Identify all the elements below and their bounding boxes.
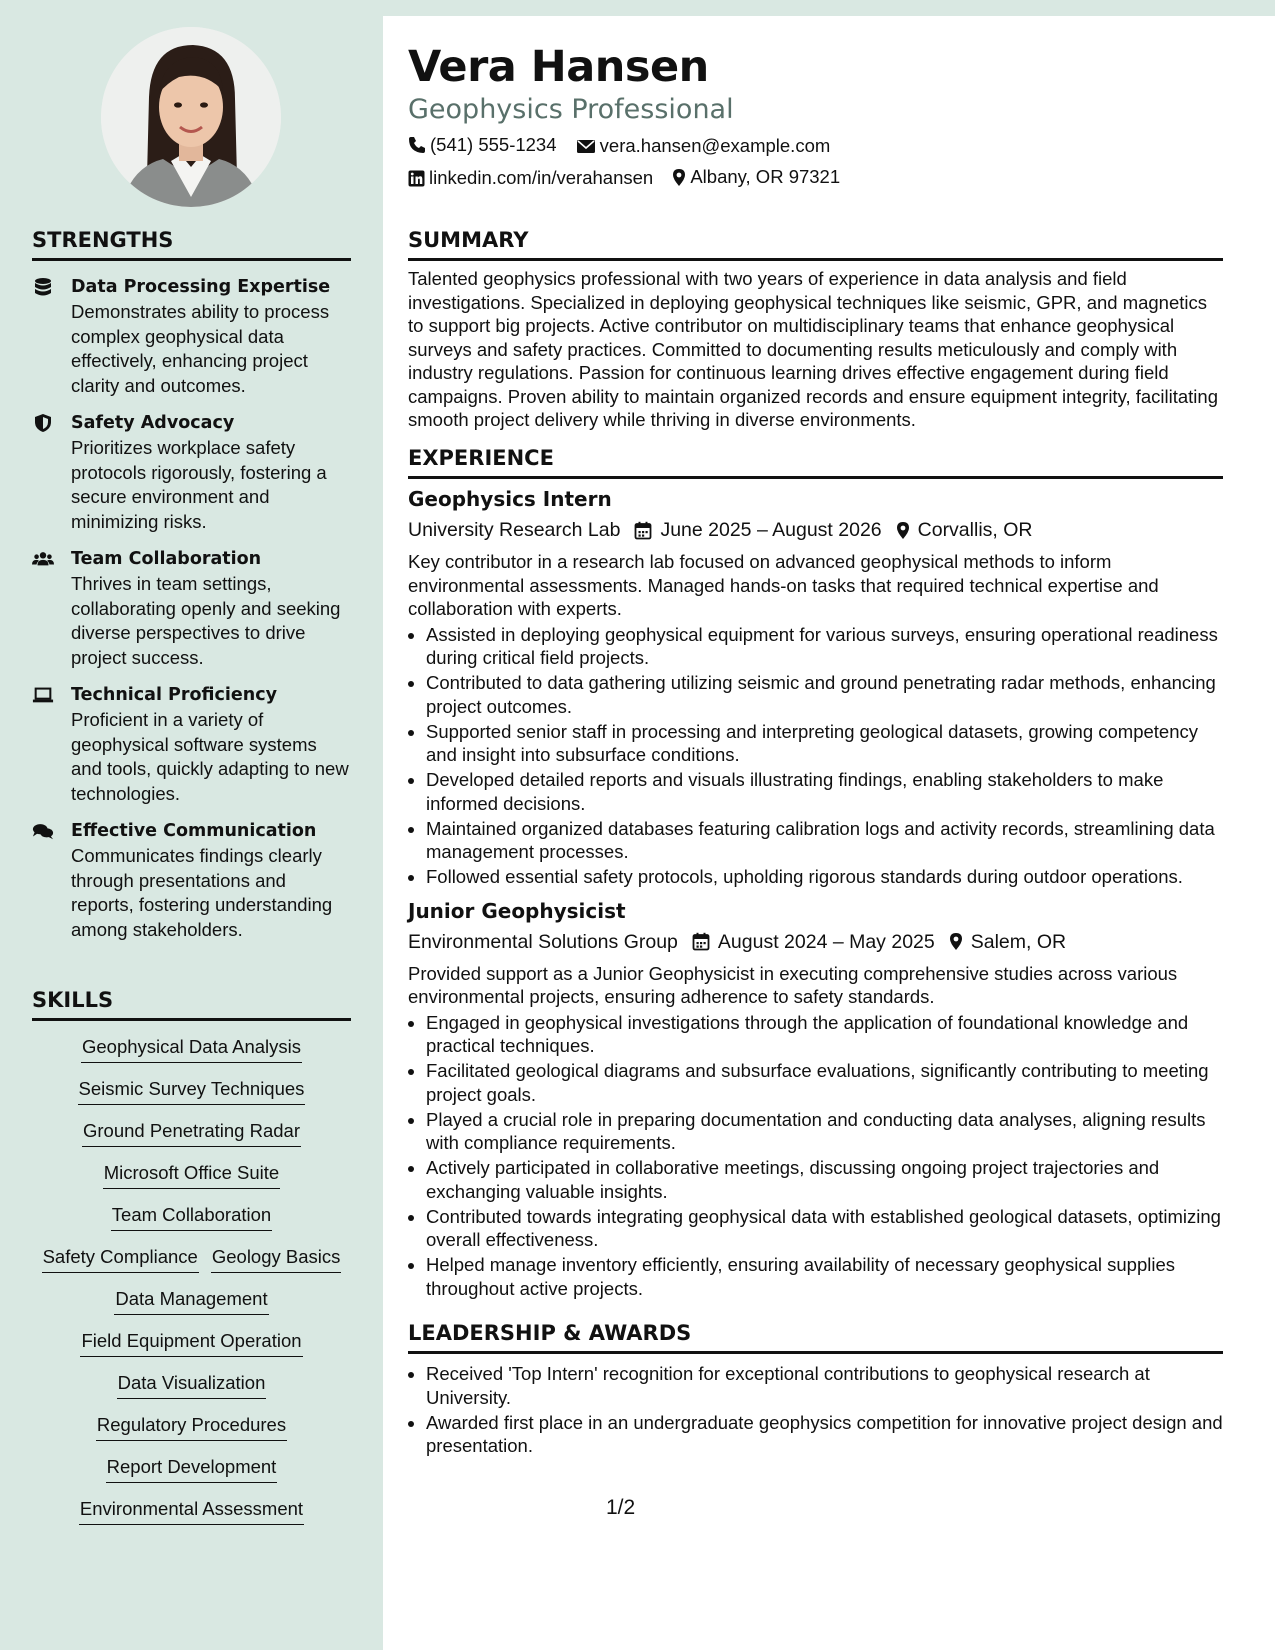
job-title: Junior Geophysicist — [408, 898, 626, 923]
linkedin-text[interactable]: linkedin.com/in/verahansen — [429, 167, 654, 188]
skill-tag: Geophysical Data Analysis — [81, 1035, 302, 1063]
calendar-icon — [692, 932, 710, 951]
skills-list — [32, 1035, 351, 1539]
experience-heading: EXPERIENCE — [408, 446, 1223, 479]
contact-location — [672, 166, 840, 188]
skill-tag: Microsoft Office Suite — [103, 1161, 280, 1189]
list-item: • Assisted in deploying geophysical equipment for various surveys, ensuring operational readiness during critical field projects. — [426, 623, 1223, 670]
contact-row — [408, 166, 854, 192]
strength-description: Demonstrates ability to process complex geophysical data effectively, enhancing project clarity and outcomes. — [71, 301, 330, 396]
envelope-icon — [576, 138, 596, 154]
list-item: • Received 'Top Intern' recognition for exceptional contributions to geophysical research at University. — [426, 1362, 1223, 1409]
phone-icon — [408, 136, 426, 154]
list-item: • Facilitated geological diagrams and subsurface evaluations, significantly contributing to meeting project goals. — [426, 1059, 1223, 1106]
summary-section — [408, 228, 1223, 432]
skill-tag: Team Collaboration — [111, 1203, 272, 1231]
skill-tag: Regulatory Procedures — [96, 1413, 287, 1441]
job-bullets — [408, 1011, 1223, 1301]
strengths-list — [32, 275, 351, 942]
job-dates: June 2025 – August 2026 — [660, 519, 882, 541]
skill-tag: Ground Penetrating Radar — [82, 1119, 301, 1147]
list-item: • Awarded first place in an undergraduate geophysics competition for innovative project design and presentation. — [426, 1411, 1223, 1458]
skills-section — [32, 988, 351, 1539]
skill-tag: Field Equipment Operation — [80, 1329, 302, 1357]
list-item: • Developed detailed reports and visuals illustrating findings, enabling stakeholders to make informed decisions. — [426, 768, 1223, 815]
map-pin-icon — [896, 521, 910, 540]
contact-row — [408, 134, 844, 159]
strength-title: Effective Communication — [71, 821, 317, 841]
contact-linkedin[interactable] — [408, 167, 653, 189]
list-item: • Followed essential safety protocols, upholding rigorous standards during outdoor operations. — [426, 865, 1223, 889]
strength-item — [32, 819, 351, 942]
strength-item — [32, 411, 351, 534]
list-item: • Supported senior staff in processing and interpreting geological datasets, growing competency and insight into subsurface conditions. — [426, 720, 1223, 767]
portrait-icon — [101, 27, 281, 207]
strength-title: Safety Advocacy — [71, 413, 235, 433]
skill-tag: Geology Basics — [211, 1245, 342, 1273]
phone-text: (541) 555-1234 — [430, 134, 557, 155]
sidebar — [0, 0, 383, 1650]
job-entry — [408, 897, 1223, 1301]
candidate-role: Geophysics Professional — [408, 94, 734, 125]
shield-icon — [32, 413, 54, 433]
job-company: Environmental Solutions Group — [408, 930, 678, 953]
strength-description: Prioritizes workplace safety protocols rigorously, fostering a secure environment and minimizing risks. — [71, 437, 327, 532]
strength-item — [32, 275, 351, 398]
list-item: • Helped manage inventory efficiently, ensuring availability of necessary geophysical supplies throughout active projects. — [426, 1253, 1223, 1300]
main-content — [383, 16, 1275, 1650]
job-title: Geophysics Intern — [408, 487, 612, 511]
strength-item — [32, 683, 351, 806]
job-meta — [408, 928, 1223, 956]
candidate-name: Vera Hansen — [408, 42, 709, 92]
job-meta — [408, 516, 1223, 544]
skill-tag: Environmental Assessment — [79, 1497, 304, 1525]
list-item: • Actively participated in collaborative meetings, discussing ongoing project trajectories and exchanging valuable insights. — [426, 1156, 1223, 1203]
strength-title: Technical Proficiency — [71, 685, 277, 705]
job-entry — [408, 485, 1223, 889]
strength-description: Proficient in a variety of geophysical software systems and tools, quickly adapting to new technologies. — [71, 709, 349, 804]
database-icon — [32, 277, 54, 297]
skill-tag: Data Visualization — [117, 1371, 267, 1399]
summary-text: Talented geophysics professional with two years of experience in data analysis and field investigations. Specialized in deploying geophysical techniques like seismic, GPR, and magnetics to support big projects. Active contributor on multidisciplinary teams that enhance geophysical surveys and safety practices. Committed to documenting results meticulously and comply with industry regulations. Passion for continuous learning drives effective engagement during field campaigns. Proven ability to maintain organized records and ensure equipment integrity, facilitating smooth project delivery while thriving in diverse environments. — [408, 268, 1218, 430]
linkedin-icon — [408, 170, 425, 187]
list-item: • Played a crucial role in preparing documentation and conducting data analyses, aligning results with compliance requirements. — [426, 1108, 1223, 1155]
skill-tag: Seismic Survey Techniques — [78, 1077, 306, 1105]
job-description: Provided support as a Junior Geophysicist in executing comprehensive studies across various environmental projects, ensuring adherence to safety standards. — [408, 962, 1178, 1007]
leadership-section — [408, 1321, 1223, 1459]
leadership-heading: LEADERSHIP & AWARDS — [408, 1321, 1223, 1354]
comments-icon — [32, 821, 54, 841]
job-location: Salem, OR — [970, 930, 1067, 953]
list-item: • Engaged in geophysical investigations through the application of foundational knowledge and practical techniques. — [426, 1011, 1223, 1058]
laptop-icon — [32, 685, 54, 705]
location-text: Albany, OR 97321 — [690, 166, 841, 187]
leadership-bullets — [408, 1362, 1223, 1458]
strengths-section — [32, 228, 351, 955]
strength-description: Thrives in team settings, collaborating openly and seeking diverse perspectives to drive project success. — [71, 573, 341, 668]
contact-phone — [408, 134, 557, 156]
skill-tag: Data Management — [114, 1287, 268, 1315]
skill-tag: Safety Compliance — [42, 1245, 199, 1273]
list-item: • Maintained organized databases featuring calibration logs and activity records, streamlining data management processes. — [426, 817, 1223, 864]
strengths-heading: STRENGTHS — [32, 228, 351, 261]
strength-description: Communicates findings clearly through presentations and reports, fostering understanding among stakeholders. — [71, 845, 333, 940]
map-pin-icon — [949, 932, 963, 951]
strength-title: Data Processing Expertise — [71, 277, 331, 297]
strength-item — [32, 547, 351, 670]
map-pin-icon — [672, 168, 686, 187]
skills-heading: SKILLS — [32, 988, 351, 1021]
profile-photo — [101, 27, 281, 207]
job-company: University Research Lab — [408, 519, 621, 541]
job-bullets — [408, 623, 1223, 889]
email-text[interactable]: vera.hansen@example.com — [599, 135, 831, 156]
page-indicator: 1/2 — [606, 1496, 636, 1519]
experience-section — [408, 446, 1223, 1302]
contact-email[interactable] — [576, 135, 831, 157]
list-item: • Contributed towards integrating geophysical data with established geological datasets, optimizing overall effectiveness. — [426, 1205, 1223, 1252]
users-icon — [32, 549, 54, 569]
job-dates: August 2024 – May 2025 — [717, 930, 935, 953]
job-description: Key contributor in a research lab focused on advanced geophysical methods to inform environmental assessments. Managed hands-on tasks that required technical expertise and collaboration with experts. — [408, 551, 1159, 619]
skill-tag: Report Development — [106, 1455, 278, 1483]
calendar-icon — [634, 521, 652, 540]
job-location: Corvallis, OR — [917, 519, 1033, 541]
summary-heading: SUMMARY — [408, 228, 1223, 261]
strength-title: Team Collaboration — [71, 549, 262, 569]
list-item: • Contributed to data gathering utilizing seismic and ground penetrating radar methods, enhancing project outcomes. — [426, 671, 1223, 718]
